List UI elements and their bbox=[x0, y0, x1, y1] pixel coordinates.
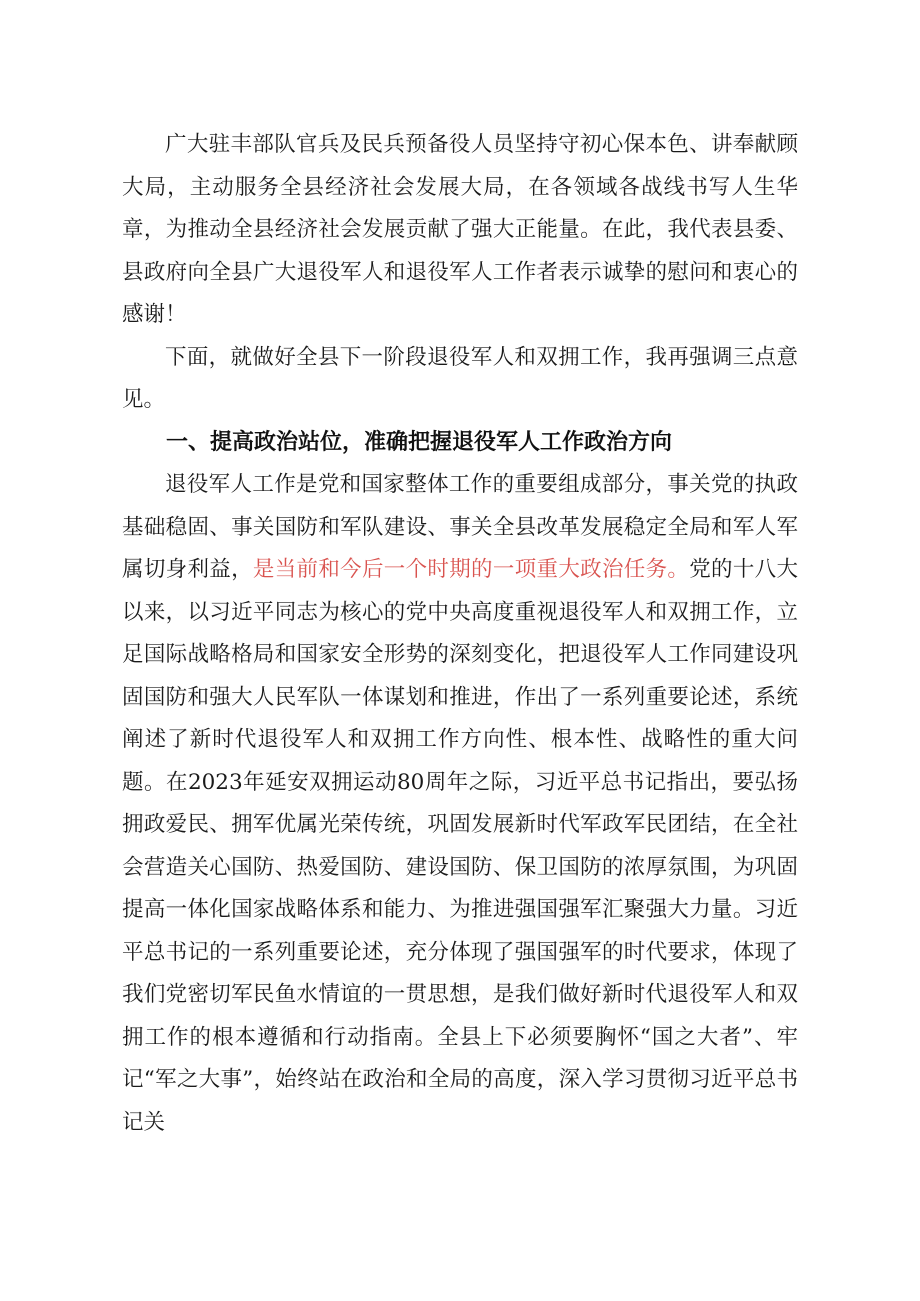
paragraph-3 bbox=[122, 464, 798, 1144]
document-body bbox=[122, 124, 798, 1144]
section-1-heading: 一、提高政治站位，准确把握退役军人工作政治方向 bbox=[166, 429, 673, 455]
paragraph-3-part-1: 退役军人工作是党和国家整体工作的重要组成部分，事关党的执政基础稳固、事关国防和军队建设、事关全县改革发展稳定全局和军人军属切身利益， bbox=[122, 472, 798, 582]
paragraph-2: 下面，就做好全县下一阶段退役军人和双拥工作，我再强调三点意见。 bbox=[122, 344, 798, 412]
paragraph-3-highlight: 是当前和今后一个时期的一项重大政治任务。 bbox=[252, 557, 690, 582]
paragraph-1: 广大驻丰部队官兵及民兵预备役人员坚持守初心保本色、讲奉献顾大局，主动服务全县经济社会发展大局，在各领域各战线书写人生华章，为推动全县经济社会发展贡献了强大正能量。在此，我代表县委、县政府向全县广大退役军人和退役军人工作者表示诚挚的慰问和衷心的感谢！ bbox=[122, 132, 798, 327]
paragraph-3-part-2: 党的十八大以来，以习近平同志为核心的党中央高度重视退役军人和双拥工作，立足国际战略格局和国家安全形势的深刻变化，把退役军人工作同建设巩固国防和强大人民军队一体谋划和推进，作出了一系列重要论述，系统阐述了新时代退役军人和双拥工作方向性、根本性、战略性的重大问题。在2023年延安双拥运动80周年之际，习近平总书记指出，要弘扬拥政爱民、拥军优属光荣传统，巩固发展新时代军政军民团结，在全社会营造关心国防、热爱国防、建设国防、保卫国防的浓厚氛围，为巩固提高一体化国家战略体系和能力、为推进强国强军汇聚强大力量。习近平总书记的一系列重要论述，充分体现了强国强军的时代要求，体现了我们党密切军民鱼水情谊的一贯思想，是我们做好新时代退役军人和双拥工作的根本遵循和行动指南。全县上下必须要胸怀“国之大者”、牢记“军之大事”，始终站在政治和全局的高度，深入学习贯彻习近平总书记关 bbox=[122, 557, 798, 1135]
